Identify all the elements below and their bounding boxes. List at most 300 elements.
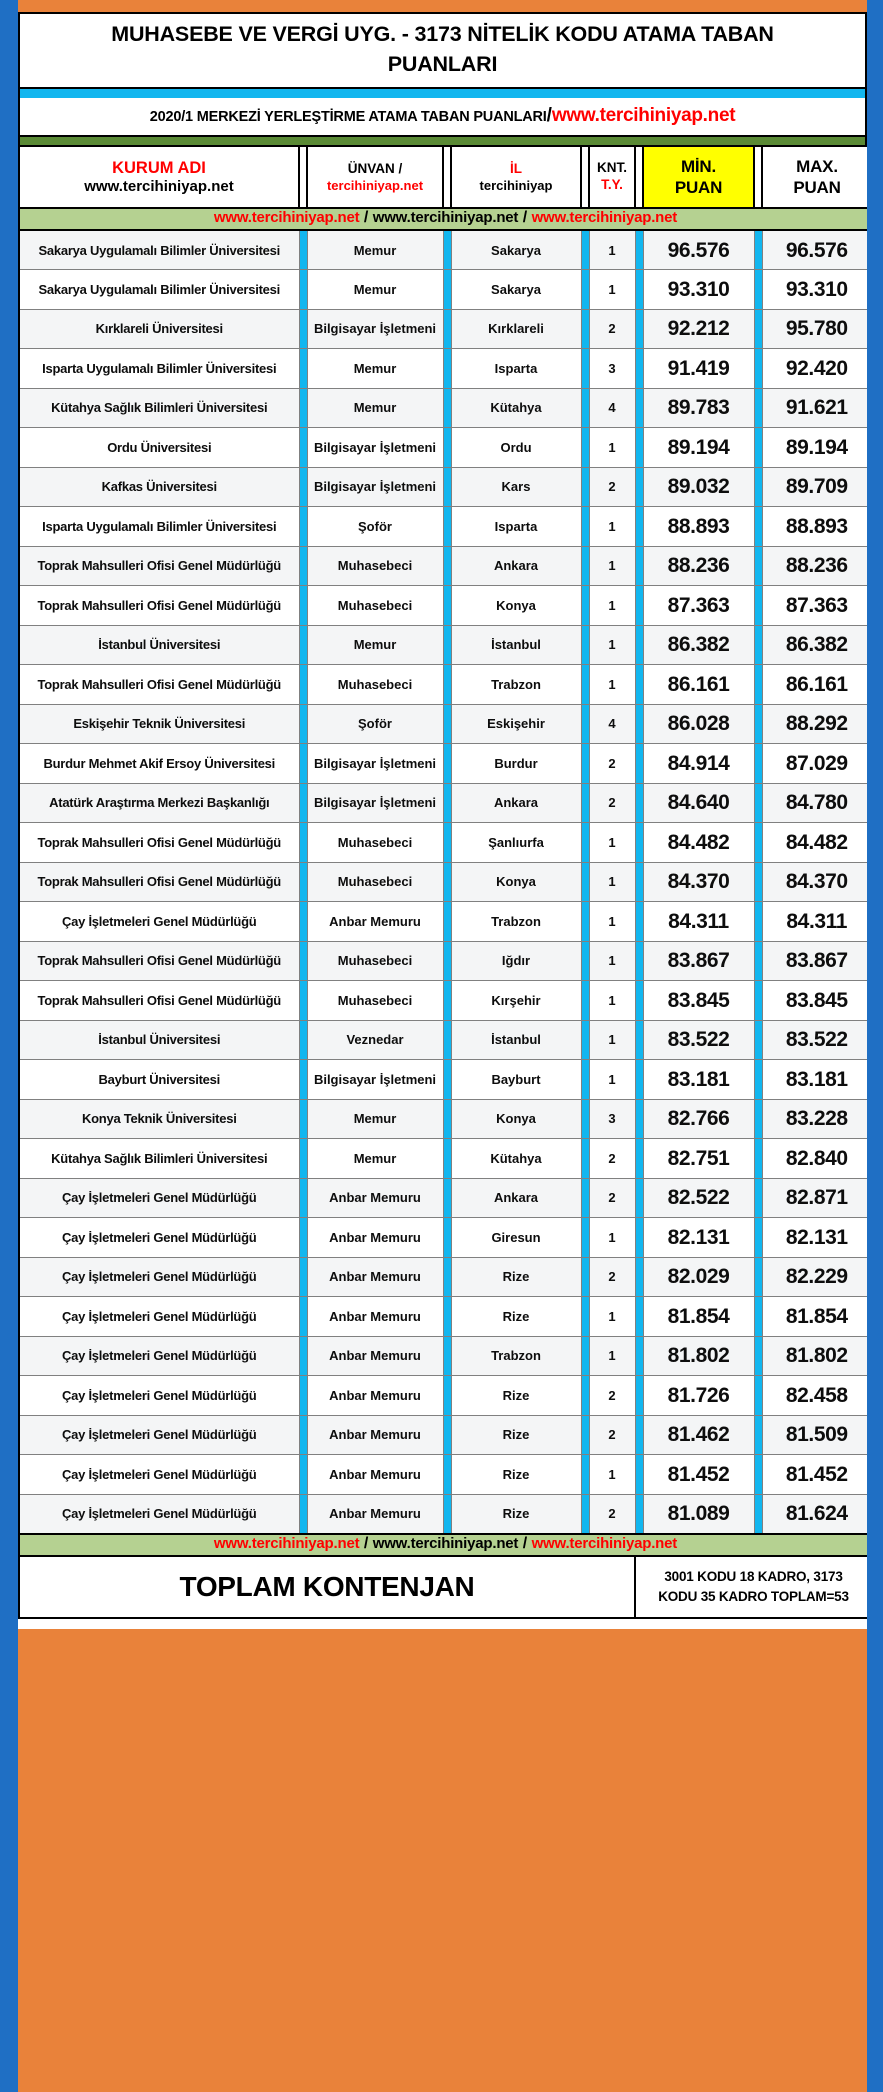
cell-min-puan: 86.161 <box>643 665 754 705</box>
column-separator <box>299 1455 307 1495</box>
cell-unvan: Muhasebeci <box>307 586 443 626</box>
column-separator <box>581 1060 589 1100</box>
table-row <box>19 981 872 1021</box>
cell-kurum: Toprak Mahsulleri Ofisi Genel Müdürlüğü <box>19 665 299 705</box>
cell-knt: 3 <box>589 1099 635 1139</box>
cell-knt: 1 <box>589 823 635 863</box>
column-separator <box>581 1455 589 1495</box>
column-separator <box>299 1257 307 1297</box>
cell-kurum: Toprak Mahsulleri Ofisi Genel Müdürlüğü <box>19 586 299 626</box>
column-separator <box>754 1020 762 1060</box>
column-separator <box>299 230 307 270</box>
column-separator <box>299 388 307 428</box>
cell-max-puan: 88.893 <box>762 507 872 547</box>
cell-min-puan: 81.802 <box>643 1336 754 1376</box>
column-separator <box>581 309 589 349</box>
cell-il: Kütahya <box>451 388 581 428</box>
cell-knt: 2 <box>589 1415 635 1455</box>
promo-link-1[interactable]: www.tercihiniyap.net <box>213 209 360 227</box>
column-separator <box>754 744 762 784</box>
cell-max-puan: 83.845 <box>762 981 872 1021</box>
promo-strip-cell <box>19 1534 872 1556</box>
column-separator <box>754 941 762 981</box>
table-row <box>19 428 872 468</box>
cell-kurum: Sakarya Uygulamalı Bilimler Üniversitesi <box>19 230 299 270</box>
column-separator <box>443 862 451 902</box>
column-separator <box>581 862 589 902</box>
table-row <box>19 704 872 744</box>
column-separator <box>754 1494 762 1534</box>
cell-unvan: Muhasebeci <box>307 981 443 1021</box>
cell-knt: 1 <box>589 1060 635 1100</box>
table-row <box>19 902 872 942</box>
column-separator <box>443 1139 451 1179</box>
cell-unvan: Memur <box>307 1139 443 1179</box>
column-separator <box>443 546 451 586</box>
table-row <box>19 1139 872 1179</box>
table-row <box>19 388 872 428</box>
green-divider-band <box>18 137 867 145</box>
col-header-min-label: MİN. <box>680 157 717 177</box>
cell-il: Ankara <box>451 783 581 823</box>
column-separator <box>581 1494 589 1534</box>
cell-kurum: Burdur Mehmet Akif Ersoy Üniversitesi <box>19 744 299 784</box>
column-separator <box>443 586 451 626</box>
promo-strip-cell <box>19 208 872 230</box>
column-separator <box>581 146 589 208</box>
cell-min-puan: 86.028 <box>643 704 754 744</box>
cell-knt: 1 <box>589 625 635 665</box>
column-separator <box>443 1099 451 1139</box>
cell-il: İstanbul <box>451 1020 581 1060</box>
column-separator <box>443 146 451 208</box>
cell-unvan: Bilgisayar İşletmeni <box>307 783 443 823</box>
column-separator <box>443 309 451 349</box>
col-header-il <box>451 146 581 208</box>
table-row <box>19 230 872 270</box>
taban-puanlari-table <box>18 145 873 1619</box>
col-header-unvan <box>307 146 443 208</box>
cell-knt: 2 <box>589 309 635 349</box>
cell-kurum: Çay İşletmeleri Genel Müdürlüğü <box>19 1455 299 1495</box>
cell-min-puan: 89.194 <box>643 428 754 468</box>
cell-unvan: Şoför <box>307 704 443 744</box>
cell-knt: 1 <box>589 1336 635 1376</box>
cell-max-puan: 84.482 <box>762 823 872 863</box>
column-separator <box>299 1376 307 1416</box>
cell-kurum: Toprak Mahsulleri Ofisi Genel Müdürlüğü <box>19 981 299 1021</box>
cell-max-puan: 81.854 <box>762 1297 872 1337</box>
cell-il: Ordu <box>451 428 581 468</box>
column-separator <box>581 388 589 428</box>
promo-separator-1: / <box>363 1534 369 1552</box>
cell-max-puan: 81.452 <box>762 1455 872 1495</box>
cell-il: Kırklareli <box>451 309 581 349</box>
column-separator <box>581 941 589 981</box>
column-separator <box>581 1099 589 1139</box>
page-subtitle <box>18 98 867 137</box>
table-row <box>19 783 872 823</box>
column-separator <box>299 586 307 626</box>
cell-knt: 1 <box>589 1218 635 1258</box>
column-separator <box>754 270 762 310</box>
column-separator <box>581 1020 589 1060</box>
table-row <box>19 270 872 310</box>
cell-il: Giresun <box>451 1218 581 1258</box>
column-separator <box>443 823 451 863</box>
column-separator <box>754 1455 762 1495</box>
cell-kurum: Çay İşletmeleri Genel Müdürlüğü <box>19 1415 299 1455</box>
column-separator <box>635 230 643 270</box>
column-separator <box>299 146 307 208</box>
column-separator <box>299 1415 307 1455</box>
column-separator <box>635 1139 643 1179</box>
column-separator <box>581 349 589 389</box>
column-separator <box>754 1139 762 1179</box>
column-separator <box>635 902 643 942</box>
cell-knt: 1 <box>589 230 635 270</box>
table-row <box>19 625 872 665</box>
cell-knt: 3 <box>589 349 635 389</box>
cell-il: Eskişehir <box>451 704 581 744</box>
cell-knt: 1 <box>589 1455 635 1495</box>
column-separator <box>443 349 451 389</box>
column-separator <box>299 981 307 1021</box>
column-separator <box>754 230 762 270</box>
table-footer-row <box>19 1556 872 1618</box>
subtitle-separator: / <box>546 105 552 127</box>
column-separator <box>443 388 451 428</box>
cell-kurum: Çay İşletmeleri Genel Müdürlüğü <box>19 1297 299 1337</box>
promo-link-2[interactable]: www.tercihiniyap.net <box>372 209 519 227</box>
cell-kurum: Çay İşletmeleri Genel Müdürlüğü <box>19 1376 299 1416</box>
column-separator <box>635 783 643 823</box>
column-separator <box>754 146 762 208</box>
column-separator <box>581 428 589 468</box>
column-separator <box>635 507 643 547</box>
cell-max-puan: 86.382 <box>762 625 872 665</box>
cell-kurum: Toprak Mahsulleri Ofisi Genel Müdürlüğü <box>19 862 299 902</box>
column-separator <box>635 665 643 705</box>
column-separator <box>581 823 589 863</box>
column-separator <box>581 1218 589 1258</box>
cell-min-puan: 82.766 <box>643 1099 754 1139</box>
column-separator <box>581 744 589 784</box>
table-row <box>19 1455 872 1495</box>
column-separator <box>635 388 643 428</box>
column-separator <box>581 1415 589 1455</box>
column-separator <box>635 146 643 208</box>
cell-unvan: Anbar Memuru <box>307 1257 443 1297</box>
cell-il: Ankara <box>451 1178 581 1218</box>
cell-max-puan: 96.576 <box>762 230 872 270</box>
cell-il: Rize <box>451 1257 581 1297</box>
column-separator <box>635 1020 643 1060</box>
column-separator <box>754 1415 762 1455</box>
column-separator <box>299 1218 307 1258</box>
table-row <box>19 1218 872 1258</box>
left-rail-decoration <box>0 0 18 2092</box>
bottom-spacer <box>18 1619 867 1629</box>
table-row <box>19 546 872 586</box>
cell-il: Rize <box>451 1494 581 1534</box>
cell-min-puan: 81.726 <box>643 1376 754 1416</box>
cell-il: Konya <box>451 586 581 626</box>
table-row <box>19 1257 872 1297</box>
column-separator <box>635 1336 643 1376</box>
column-separator <box>754 704 762 744</box>
cell-kurum: Çay İşletmeleri Genel Müdürlüğü <box>19 902 299 942</box>
cell-il: Rize <box>451 1297 581 1337</box>
cell-max-puan: 84.370 <box>762 862 872 902</box>
cell-knt: 2 <box>589 1139 635 1179</box>
table-row <box>19 941 872 981</box>
col-header-kurum-site: www.tercihiniyap.net <box>84 178 234 196</box>
cell-kurum: Isparta Uygulamalı Bilimler Üniversitesi <box>19 507 299 547</box>
cell-il: Kars <box>451 467 581 507</box>
col-header-knt-sub: T.Y. <box>601 177 623 193</box>
col-header-unvan-label: ÜNVAN / <box>347 160 403 176</box>
page-title-line-2: PUANLARI <box>387 51 498 76</box>
column-separator <box>299 270 307 310</box>
footer-note-line-2: KODU 35 KADRO TOPLAM=53 <box>658 1588 849 1604</box>
cell-kurum: Çay İşletmeleri Genel Müdürlüğü <box>19 1218 299 1258</box>
column-separator <box>635 586 643 626</box>
column-separator <box>635 546 643 586</box>
column-separator <box>443 1336 451 1376</box>
cell-il: Ankara <box>451 546 581 586</box>
column-separator <box>635 349 643 389</box>
col-header-min-puan <box>643 146 754 208</box>
cell-unvan: Muhasebeci <box>307 823 443 863</box>
cell-knt: 2 <box>589 467 635 507</box>
cell-il: Trabzon <box>451 902 581 942</box>
cell-il: Sakarya <box>451 270 581 310</box>
cell-unvan: Bilgisayar İşletmeni <box>307 467 443 507</box>
column-separator <box>581 507 589 547</box>
column-separator <box>443 1376 451 1416</box>
cell-il: Trabzon <box>451 665 581 705</box>
col-header-knt <box>589 146 635 208</box>
column-separator <box>443 704 451 744</box>
cell-unvan: Anbar Memuru <box>307 902 443 942</box>
cell-max-puan: 82.840 <box>762 1139 872 1179</box>
table-body <box>19 230 872 1534</box>
footer-total-label-cell <box>19 1556 635 1618</box>
column-separator <box>581 270 589 310</box>
cell-knt: 1 <box>589 546 635 586</box>
cell-knt: 1 <box>589 428 635 468</box>
cell-min-puan: 84.482 <box>643 823 754 863</box>
column-separator <box>635 823 643 863</box>
sheet <box>18 12 867 1629</box>
cell-il: Isparta <box>451 507 581 547</box>
promo-strip-bottom <box>19 1534 872 1556</box>
cell-max-puan: 82.131 <box>762 1218 872 1258</box>
cell-max-puan: 89.709 <box>762 467 872 507</box>
cell-unvan: Anbar Memuru <box>307 1494 443 1534</box>
cell-kurum: Kırklareli Üniversitesi <box>19 309 299 349</box>
column-separator <box>581 586 589 626</box>
cell-kurum: Kütahya Sağlık Bilimleri Üniversitesi <box>19 388 299 428</box>
table-row <box>19 507 872 547</box>
column-separator <box>299 1336 307 1376</box>
column-separator <box>754 981 762 1021</box>
column-separator <box>581 1257 589 1297</box>
promo-link-1[interactable]: www.tercihiniyap.net <box>213 1534 360 1552</box>
column-separator <box>754 902 762 942</box>
column-separator <box>754 507 762 547</box>
cell-kurum: Atatürk Araştırma Merkezi Başkanlığı <box>19 783 299 823</box>
promo-link-3[interactable]: www.tercihiniyap.net <box>531 209 678 227</box>
promo-link-2[interactable]: www.tercihiniyap.net <box>372 1534 519 1552</box>
cell-max-puan: 91.621 <box>762 388 872 428</box>
column-separator <box>635 1455 643 1495</box>
column-separator <box>443 507 451 547</box>
col-header-il-label: İL <box>510 160 522 176</box>
cell-min-puan: 87.363 <box>643 586 754 626</box>
cell-knt: 1 <box>589 981 635 1021</box>
column-separator <box>635 744 643 784</box>
cell-il: Şanlıurfa <box>451 823 581 863</box>
column-separator <box>754 586 762 626</box>
cell-knt: 1 <box>589 507 635 547</box>
cell-max-puan: 87.029 <box>762 744 872 784</box>
cell-min-puan: 86.382 <box>643 625 754 665</box>
cell-min-puan: 84.640 <box>643 783 754 823</box>
cell-kurum: Sakarya Uygulamalı Bilimler Üniversitesi <box>19 270 299 310</box>
column-separator <box>635 941 643 981</box>
col-header-max-puan <box>762 146 872 208</box>
column-separator <box>443 1257 451 1297</box>
cell-min-puan: 89.783 <box>643 388 754 428</box>
column-separator <box>754 349 762 389</box>
cell-max-puan: 83.181 <box>762 1060 872 1100</box>
footer-total-label: TOPLAM KONTENJAN <box>179 1570 475 1602</box>
right-rail-decoration <box>867 0 883 2092</box>
cell-knt: 2 <box>589 783 635 823</box>
cell-knt: 1 <box>589 665 635 705</box>
table-row <box>19 1060 872 1100</box>
cell-kurum: Toprak Mahsulleri Ofisi Genel Müdürlüğü <box>19 941 299 981</box>
column-separator <box>443 1494 451 1534</box>
column-separator <box>299 1139 307 1179</box>
table-row <box>19 1336 872 1376</box>
cell-il: İstanbul <box>451 625 581 665</box>
column-separator <box>635 862 643 902</box>
column-separator <box>754 1297 762 1337</box>
column-separator <box>443 981 451 1021</box>
column-separator <box>581 546 589 586</box>
table-row <box>19 1099 872 1139</box>
cell-il: Rize <box>451 1415 581 1455</box>
cell-min-puan: 96.576 <box>643 230 754 270</box>
column-separator <box>443 1415 451 1455</box>
col-header-max-label: MAX. <box>796 157 838 177</box>
column-separator <box>581 665 589 705</box>
column-separator <box>754 428 762 468</box>
cell-knt: 1 <box>589 1020 635 1060</box>
promo-link-3[interactable]: www.tercihiniyap.net <box>531 1534 678 1552</box>
cell-min-puan: 89.032 <box>643 467 754 507</box>
cell-unvan: Muhasebeci <box>307 546 443 586</box>
cell-unvan: Şoför <box>307 507 443 547</box>
column-separator <box>754 1099 762 1139</box>
column-separator <box>299 349 307 389</box>
cell-unvan: Memur <box>307 270 443 310</box>
cell-max-puan: 88.292 <box>762 704 872 744</box>
column-separator <box>635 1178 643 1218</box>
col-header-knt-label: KNT. <box>597 160 627 176</box>
column-separator <box>754 625 762 665</box>
column-separator <box>299 823 307 863</box>
column-separator <box>635 1218 643 1258</box>
cell-kurum: Kütahya Sağlık Bilimleri Üniversitesi <box>19 1139 299 1179</box>
cell-min-puan: 83.867 <box>643 941 754 981</box>
cell-min-puan: 92.212 <box>643 309 754 349</box>
cell-kurum: Konya Teknik Üniversitesi <box>19 1099 299 1139</box>
promo-separator-2: / <box>522 1534 528 1552</box>
cell-knt: 1 <box>589 902 635 942</box>
column-separator <box>635 1376 643 1416</box>
column-separator <box>635 270 643 310</box>
cyan-divider-band <box>18 89 867 98</box>
cell-knt: 1 <box>589 270 635 310</box>
column-separator <box>754 1178 762 1218</box>
col-header-kurum-label: KURUM ADI <box>112 158 206 177</box>
cell-kurum: Eskişehir Teknik Üniversitesi <box>19 704 299 744</box>
cell-il: Burdur <box>451 744 581 784</box>
table-header-row <box>19 146 872 208</box>
cell-unvan: Memur <box>307 625 443 665</box>
column-separator <box>299 309 307 349</box>
column-separator <box>443 467 451 507</box>
cell-kurum: İstanbul Üniversitesi <box>19 625 299 665</box>
cell-kurum: Ordu Üniversitesi <box>19 428 299 468</box>
column-separator <box>635 309 643 349</box>
cell-max-puan: 81.802 <box>762 1336 872 1376</box>
column-separator <box>443 1060 451 1100</box>
cell-max-puan: 93.310 <box>762 270 872 310</box>
subtitle-website-link[interactable]: www.tercihiniyap.net <box>551 105 736 127</box>
column-separator <box>635 1297 643 1337</box>
column-separator <box>754 1336 762 1376</box>
column-separator <box>635 981 643 1021</box>
column-separator <box>443 783 451 823</box>
table-row <box>19 349 872 389</box>
cell-il: Kütahya <box>451 1139 581 1179</box>
cell-knt: 1 <box>589 862 635 902</box>
cell-min-puan: 82.029 <box>643 1257 754 1297</box>
column-separator <box>299 783 307 823</box>
column-separator <box>443 1455 451 1495</box>
cell-unvan: Bilgisayar İşletmeni <box>307 309 443 349</box>
column-separator <box>443 428 451 468</box>
cell-il: Sakarya <box>451 230 581 270</box>
column-separator <box>443 1178 451 1218</box>
cell-unvan: Anbar Memuru <box>307 1336 443 1376</box>
cell-kurum: Kafkas Üniversitesi <box>19 467 299 507</box>
column-separator <box>635 467 643 507</box>
column-separator <box>754 665 762 705</box>
cell-min-puan: 81.089 <box>643 1494 754 1534</box>
table-row <box>19 586 872 626</box>
table-row <box>19 1178 872 1218</box>
col-header-unvan-site: tercihiniyap.net <box>326 177 424 193</box>
table-row <box>19 862 872 902</box>
column-separator <box>299 546 307 586</box>
column-separator <box>581 704 589 744</box>
